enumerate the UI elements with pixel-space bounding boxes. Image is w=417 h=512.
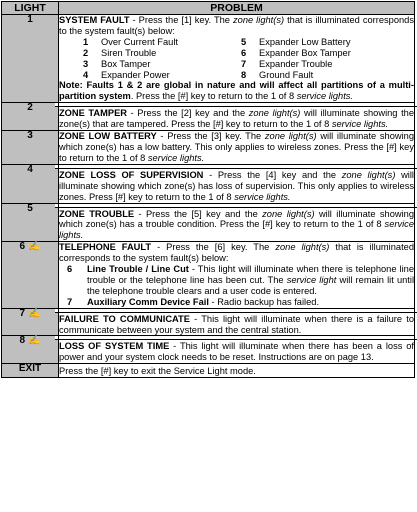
fault-number: 2 (83, 47, 89, 58)
light-number: EXIT (2, 364, 59, 378)
table-row (2, 242, 415, 308)
fault-label: Ground Fault (259, 69, 314, 80)
row-text-italic: zone light(s) (264, 131, 317, 142)
table-header (2, 2, 415, 15)
row-title: TELEPHONE FAULT (59, 242, 152, 253)
row-text: - Press the [5] key and the (134, 208, 263, 219)
row-text-italic: service lights. (296, 91, 354, 102)
sub-item-text: will remain lit until the telephone trouble clears and a user code is entered. (87, 274, 415, 296)
light-number: 5 (2, 203, 59, 242)
light-number: 6 (19, 241, 26, 253)
table-row (2, 164, 415, 203)
row-text-italic: service lights. (147, 152, 205, 163)
row-text: - Press the [6] key. The (151, 242, 276, 253)
row-text: will illuminate showing which zone(s) has a trouble condition. Press the [#] key to return to the 1 of 8 (59, 208, 415, 230)
light-number-cell (2, 336, 59, 364)
fault-label: Expander Trouble (259, 58, 333, 69)
row-text-italic: zone light(s) (233, 15, 285, 25)
problem-cell (59, 164, 415, 203)
row-text-italic: zone light(s) (248, 108, 301, 119)
row-text: - Press the [4] key and the (203, 169, 342, 180)
table-row (2, 308, 415, 336)
row-divider (55, 309, 417, 313)
row-text: will illuminate showing which zone(s) has a low battery. This only applies to wireless zones. Press the [#] key to return to the 1 of 8 (59, 131, 414, 163)
row-text-italic: service lights. (59, 219, 414, 241)
exit-text: Press the [#] key to exit the Service Light mode. (59, 366, 256, 377)
light-number: 7 (19, 307, 26, 319)
problem-cell (59, 242, 415, 308)
fault-label: Expander Low Battery (259, 36, 351, 47)
row-text-italic: zone light(s) (341, 169, 396, 180)
row-title: ZONE TAMPER (59, 108, 127, 119)
sub-item (67, 297, 414, 308)
fault-number: 8 (241, 69, 247, 80)
row-title: FAILURE TO COMMUNICATE (59, 313, 190, 324)
sub-item (67, 264, 414, 297)
hand-pointer-icon: ✍ (28, 335, 41, 347)
problem-cell (59, 336, 415, 364)
sub-item-text-italic: service light (286, 274, 337, 285)
row-text-italic: service lights. (234, 191, 291, 202)
row-text: that is illuminated corresponds to the system fault(s) below: (59, 242, 414, 264)
fault-label: Siren Trouble (101, 47, 157, 58)
row-title: ZONE TROUBLE (59, 208, 135, 219)
problem-cell (59, 308, 415, 336)
problem-cell (59, 131, 415, 165)
row-text-italic: zone light(s) (275, 242, 330, 253)
light-number-cell (2, 242, 59, 308)
hand-pointer-icon: ✍ (28, 307, 41, 319)
light-number: 1 (2, 15, 59, 103)
sub-item-number: 6 (67, 264, 73, 275)
light-number: 8 (19, 335, 26, 347)
sub-item-number: 7 (67, 296, 73, 307)
fault-label: Expander Box Tamper (259, 47, 351, 58)
row-divider (55, 103, 417, 107)
light-number: 3 (2, 131, 59, 165)
light-number: 4 (2, 164, 59, 203)
fault-label: Over Current Fault (101, 36, 178, 47)
row-divider (55, 204, 417, 208)
fault-number: 3 (83, 58, 89, 69)
fault-label: Expander Power (101, 69, 170, 80)
row-text: - Press the [1] key. The (129, 15, 233, 25)
fault-number: 4 (83, 69, 89, 80)
row-title: ZONE LOSS OF SUPERVISION (59, 169, 204, 180)
row-text-italic: zone light(s) (262, 208, 315, 219)
sub-item-text: - This light will illuminate when there is telephone line trouble or the telephone line has been cut. The (87, 264, 414, 285)
table-row (2, 364, 415, 378)
table-row (2, 336, 415, 364)
row-title: SYSTEM FAULT (59, 15, 130, 25)
row-text: - Press the [3] key. The (156, 131, 265, 142)
sub-item-text: - Radio backup has failed. (208, 296, 320, 307)
row-text: - Press the [2] key and the (126, 108, 249, 119)
fault-number: 5 (241, 36, 247, 47)
table-row (2, 131, 415, 165)
header-light: LIGHT (2, 2, 59, 15)
problem-cell (59, 203, 415, 242)
fault-number: 7 (241, 58, 247, 69)
row-text: - This light will illuminate when there is a failure to communicate between your system and the central station. (59, 313, 414, 335)
sub-item-title: Auxiliary Comm Device Fail (87, 296, 209, 307)
problem-cell (59, 364, 415, 378)
header-problem: PROBLEM (59, 2, 415, 15)
row-title: ZONE LOW BATTERY (59, 131, 157, 142)
row-divider (55, 165, 417, 169)
fault-number: 1 (83, 36, 89, 47)
fault-list (83, 37, 414, 81)
row-text: - This light will illuminate when there has been a loss of power and your system clock needs to be reset. Instructions are on page 13. (59, 341, 414, 363)
problem-cell (59, 103, 415, 131)
row-text: that is illuminated corresponds to the system fault(s) below: (59, 15, 414, 36)
table-row (2, 203, 415, 242)
fault-label: Box Tamper (101, 58, 151, 69)
light-number: 2 (2, 103, 59, 131)
row-text: . Press the [#] key to return to the 1 of 8 (130, 91, 297, 102)
fault-note: Note: Faults 1 & 2 are global in nature and will affect all partitions of a multi-partition system (59, 80, 414, 102)
hand-pointer-icon: ✍ (28, 241, 41, 253)
light-number-cell (2, 308, 59, 336)
problem-cell (59, 15, 415, 103)
table-row (2, 103, 415, 131)
fault-number: 6 (241, 47, 247, 58)
row-text-italic: service lights. (331, 119, 389, 130)
row-divider (55, 336, 417, 340)
row-title: LOSS OF SYSTEM TIME (59, 341, 170, 352)
service-light-table (1, 1, 415, 378)
table-row (2, 15, 415, 103)
row-text: will illuminate showing the zone(s) that are tampered. Press the [#] key to return to the 1 of 8 (59, 108, 414, 130)
sub-item-title: Line Trouble / Line Cut (87, 264, 189, 275)
row-text: will illuminate showing which zone(s) has loss of supervision. This only applies to wireless zones. Press [#] key to return to the 1 of 8 (59, 169, 414, 202)
